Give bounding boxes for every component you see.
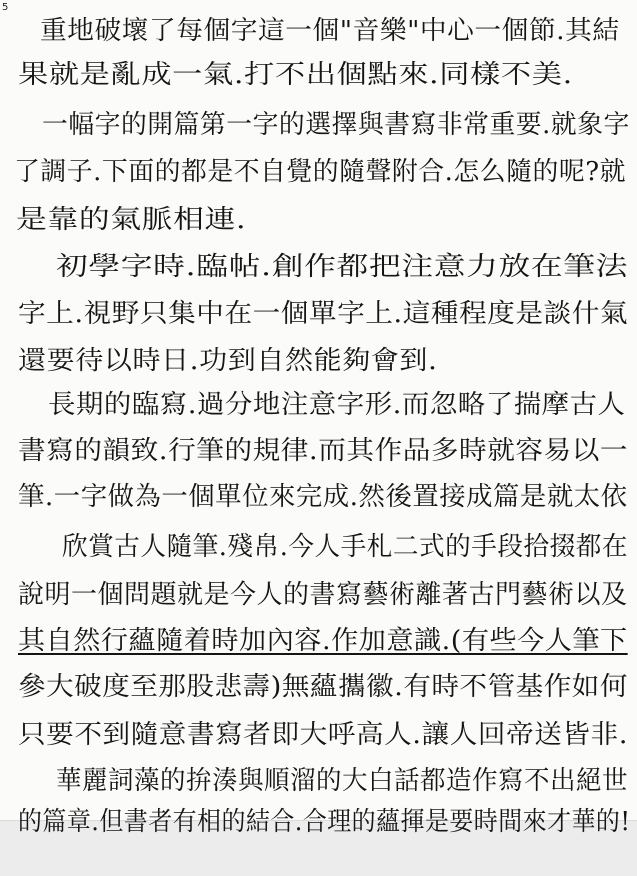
- text-line-1: 重地破壞了每個字這一個"音樂"中心一個節.其結: [40, 16, 620, 46]
- text-line-16: 只要不到隨意書寫者即大呼高人.讓人回帝送皆非.: [18, 720, 629, 750]
- text-line-10: 書寫的韻致.行筆的規律.而其作品多時就容易以一: [18, 436, 629, 466]
- text-line-6: 初學字時.臨帖.創作都把注意力放在筆法: [56, 252, 629, 282]
- text-line-4: 了調子.下面的都是不自覺的隨聲附合.怎么隨的呢?就: [14, 157, 626, 187]
- text-line-5: 是靠的氣脈相連.: [16, 205, 247, 235]
- text-line-15: 參大破度至那股悲壽)無蘊攜徽.有時不管基作如何: [18, 672, 628, 702]
- text-line-2: 果就是亂成一氣.打不出個點來.同樣不美.: [18, 60, 573, 90]
- text-line-18: 的篇章.但書者有相的結合.合理的蘊揮是要時間來才華的!: [18, 807, 631, 837]
- text-line-12: 欣賞古人隨筆.殘帛.今人手札二式的手段拾掇都在: [62, 532, 629, 562]
- text-line-7: 字上.視野只集中在一個單字上.這種程度是談什氣: [18, 299, 629, 329]
- text-line-11: 筆.一字做為一個單位來完成.然後置接成篇是就太依: [18, 482, 628, 512]
- text-line-3: 一幅字的開篇第一字的選擇與書寫非常重要.就象字: [42, 110, 630, 140]
- text-line-9: 長期的臨寫.過分地注意字形.而忽略了揣摩古人: [48, 390, 626, 420]
- text-line-17: 華麗詞藻的拚湊與順溜的大白話都造作寫不出絕世: [56, 766, 629, 796]
- text-line-13: 說明一個問題就是今人的書寫藝術離著古門藝術以及: [18, 580, 628, 610]
- text-line-14: 其自然行蘊隨着時加內容.作加意識.(有些今人筆下: [18, 626, 628, 656]
- text-line-8: 還要待以時日.功到自然能夠會到.: [18, 346, 438, 376]
- page-number: 5: [2, 2, 9, 13]
